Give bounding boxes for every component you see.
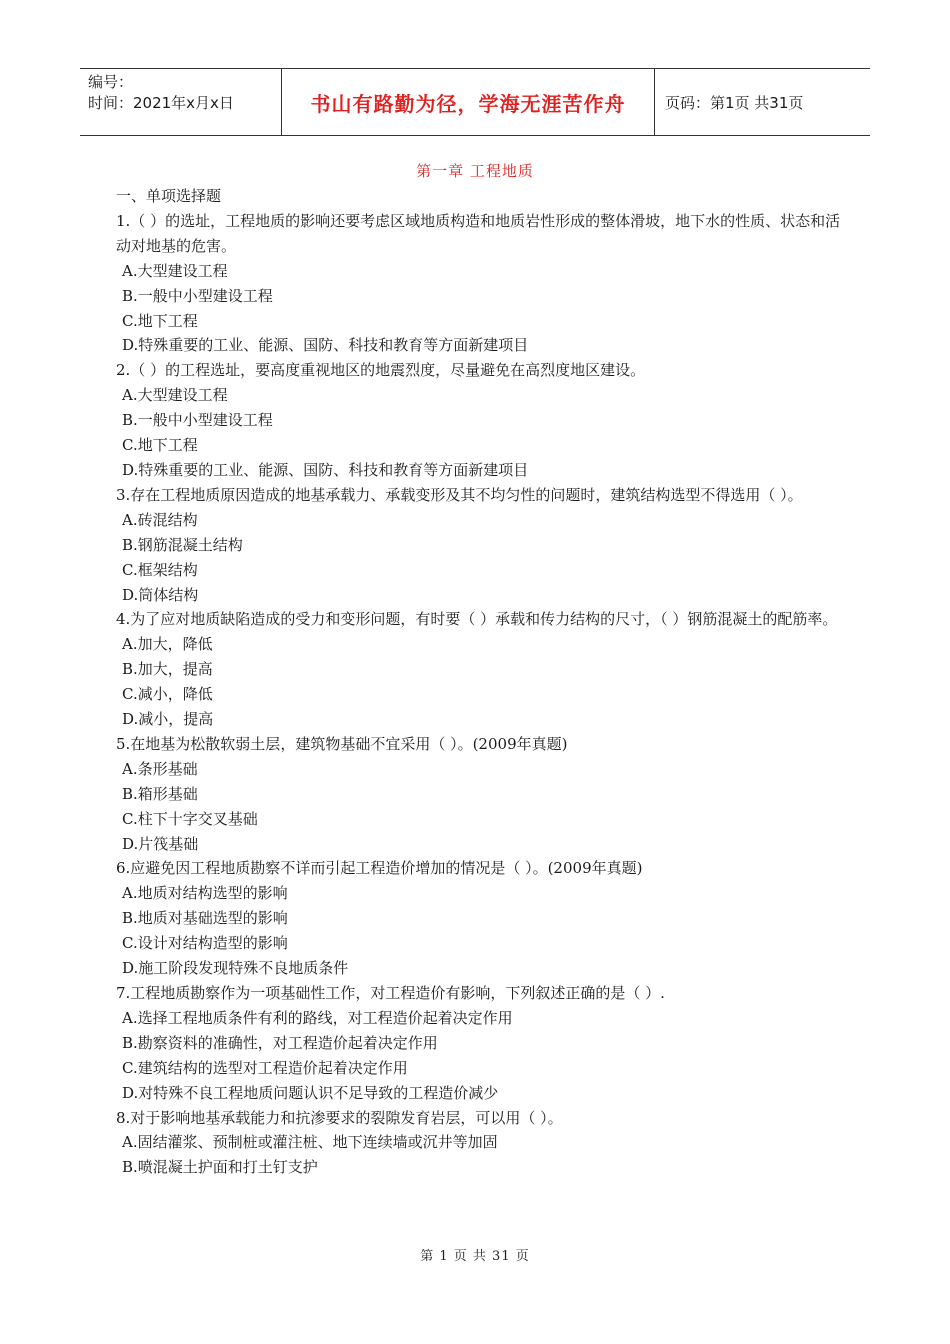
question-text: 5.在地基为松散软弱土层，建筑物基础不宜采用（ ）。(2009年真题) — [116, 734, 568, 753]
section-title: 一、单项选择题 — [116, 187, 222, 205]
question-text: 3.存在工程地质原因造成的地基承载力、承载变形及其不均匀性的问题时，建筑结构选型不得选用（ ）。 — [116, 485, 803, 504]
answer-option: C.减小，降低 — [122, 685, 213, 704]
question-text: 8.对于影响地基承载能力和抗渗要求的裂隙发育岩层，可以用（ ）。 — [116, 1108, 563, 1127]
question-text: 6.应避免因工程地质勘察不详而引起工程造价增加的情况是（ ）。(2009年真题) — [116, 859, 643, 878]
answer-option: D.特殊重要的工业、能源、国防、科技和教育等方面新建项目 — [122, 336, 529, 355]
answer-option: A.地质对结构选型的影响 — [122, 884, 288, 903]
question-item — [116, 607, 842, 732]
answer-option: D.对特殊不良工程地质问题认识不足导致的工程造价减少 — [122, 1083, 499, 1102]
answer-option: D.筒体结构 — [122, 585, 199, 604]
answer-option: C.地下工程 — [122, 436, 198, 455]
answer-option: A.加大，降低 — [122, 635, 213, 654]
answer-option: B.地质对基础选型的影响 — [122, 909, 288, 928]
answer-option: B.加大，提高 — [122, 660, 213, 679]
header-meta — [80, 69, 281, 135]
question-list — [116, 209, 842, 1180]
question-text: 7.工程地质勘察作为一项基础性工作，对工程造价有影响，下列叙述正确的是（ ）. — [116, 984, 665, 1002]
question-item — [116, 981, 842, 1106]
question-item — [116, 483, 842, 608]
chapter-title: 第一章 工程地质 — [416, 162, 534, 180]
answer-option: C.柱下十字交叉基础 — [122, 809, 258, 828]
answer-option: A.选择工程地质条件有利的路线，对工程造价起着决定作用 — [122, 1008, 513, 1027]
answer-option: D.施工阶段发现特殊不良地质条件 — [122, 959, 349, 978]
answer-option: D.特殊重要的工业、能源、国防、科技和教育等方面新建项目 — [122, 460, 529, 479]
answer-option: D.减小，提高 — [122, 710, 214, 729]
answer-option: C.建筑结构的选型对工程造价起着决定作用 — [122, 1058, 408, 1077]
question-text: 4.为了应对地质缺陷造成的受力和变形问题，有时要（ ）承载和传力结构的尺寸，（ ）钢筋混凝土的配筋率。 — [116, 610, 838, 629]
page-header — [80, 68, 870, 136]
question-text: 2.（ ）的工程选址，要高度重视地区的地震烈度，尽量避免在高烈度地区建设。 — [116, 361, 646, 380]
document-date: 时间：2021年x月x日 — [88, 94, 234, 112]
question-item — [116, 732, 842, 857]
answer-option: B.箱形基础 — [122, 784, 198, 803]
answer-option: A.砖混结构 — [122, 510, 198, 529]
header-page-info: 页码：第1页 共31页 — [665, 93, 804, 112]
question-item — [116, 358, 842, 483]
question-item — [116, 1106, 842, 1181]
answer-option: C.设计对结构造型的影响 — [122, 934, 288, 953]
document-body — [116, 184, 842, 1180]
answer-option: B.喷混凝土护面和打土钉支护 — [122, 1158, 318, 1177]
header-motto: 书山有路勤为径，学海无涯苦作舟 — [310, 91, 626, 116]
answer-option: B.一般中小型建设工程 — [122, 286, 273, 305]
answer-option: A.大型建设工程 — [122, 386, 228, 405]
answer-option: A.大型建设工程 — [122, 261, 228, 280]
answer-option: D.片筏基础 — [122, 834, 199, 853]
answer-option: B.一般中小型建设工程 — [122, 411, 273, 430]
question-text: 1.（ ）的选址，工程地质的影响还要考虑区域地质构造和地质岩性形成的整体滑坡，地下水的性质、状态和活动对地基的危害。 — [116, 211, 841, 255]
question-item — [116, 856, 842, 981]
answer-option: C.地下工程 — [122, 311, 198, 330]
answer-option: B.勘察资料的准确性，对工程造价起着决定作用 — [122, 1033, 438, 1052]
answer-option: B.钢筋混凝土结构 — [122, 535, 243, 554]
answer-option: C.框架结构 — [122, 560, 198, 579]
header-motto-cell — [281, 69, 655, 135]
answer-option: A.固结灌浆、预制桩或灌注桩、地下连续墙或沉井等加固 — [122, 1133, 498, 1152]
question-item — [116, 209, 842, 358]
page-footer: 第 1 页 共 31 页 — [420, 1249, 530, 1264]
answer-option: A.条形基础 — [122, 759, 198, 778]
document-number-label: 编号： — [88, 73, 134, 91]
